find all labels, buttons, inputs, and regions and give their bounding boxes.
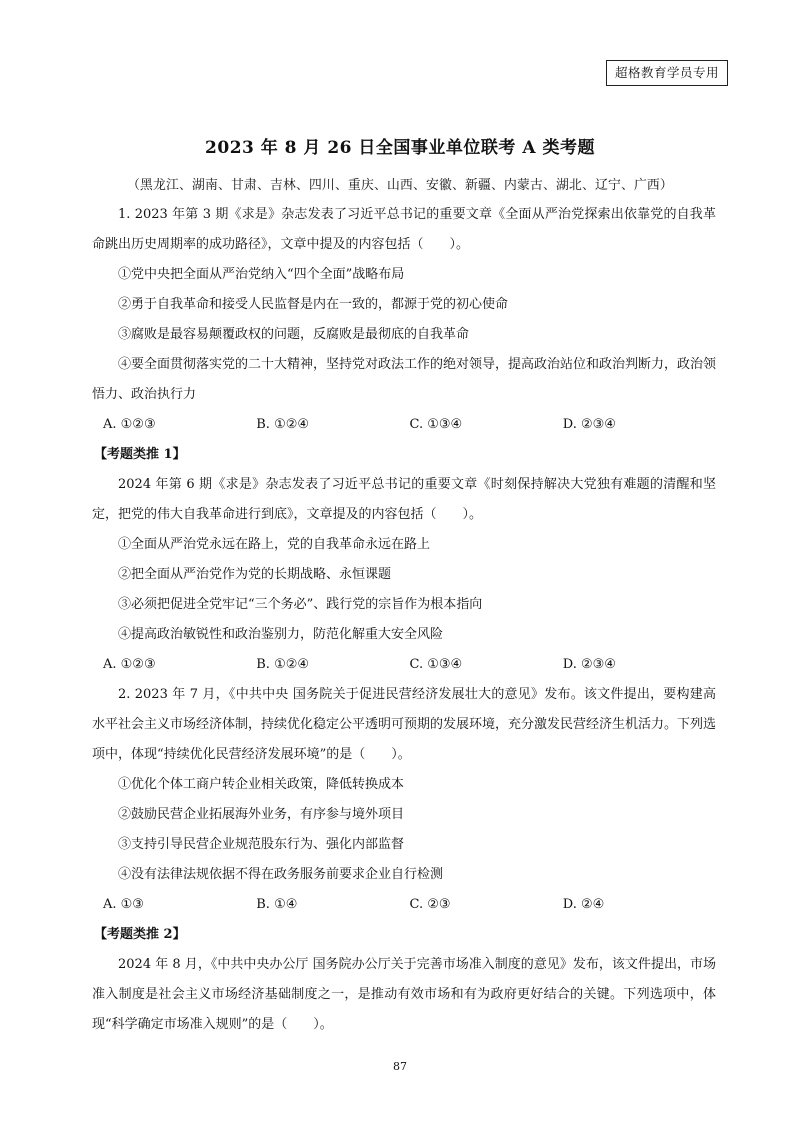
statement-option: ③腐败是最容易颠覆政权的问题，反腐败是最彻底的自我革命 xyxy=(118,327,470,342)
choice-b: B. ①④ xyxy=(256,897,298,912)
analog-question-1 xyxy=(92,440,716,680)
answer-choices xyxy=(92,890,716,920)
statement-option: ④提高政治敏锐性和政治鉴别力，防范化解重大安全风险 xyxy=(118,627,444,642)
statement-option: ④没有法律法规依据不得在政务服务前要求企业自行检测 xyxy=(118,867,444,882)
page-title: 2023 年 8 月 26 日全国事业单位联考 A 类考题 xyxy=(205,138,595,158)
statement-option: ③支持引导民营企业规范股东行为、强化内部监督 xyxy=(118,837,405,852)
section-tag: 【考题类推 1】 xyxy=(94,447,186,462)
answer-choices xyxy=(92,410,716,440)
provinces-subtitle: （黑龙江、湖南、甘肃、吉林、四川、重庆、山西、安徽、新疆、内蒙古、湖北、辽宁、广西） xyxy=(127,178,673,193)
choice-b: B. ①②④ xyxy=(256,657,310,672)
section-tag: 【考题类推 2】 xyxy=(94,927,186,942)
question-stem: 2024 年 8 月，《中共中央办公厅 国务院办公厅关于完善市场准入制度的意见》发布，该文件提出，市场准入制度是社会主义市场经济基础制度之一，是推动有效市场和有为政府更好结合的关键。下列选项中，体现“科学确定市场准入规则”的是（ ）。 xyxy=(92,957,716,1032)
question-stem: 1. 2023 年第 3 期《求是》杂志发表了习近平总书记的重要文章《全面从严治党探索出依靠党的自我革命跳出历史周期率的成功路径》，文章中提及的内容包括（ ）。 xyxy=(92,207,716,252)
choice-a: A. ①②③ xyxy=(103,417,156,432)
statement-option: ②勇于自我革命和接受人民监督是内在一致的，都源于党的初心使命 xyxy=(118,297,509,312)
question-stem: 2024 年第 6 期《求是》杂志发表了习近平总书记的重要文章《时刻保持解决大党独有难题的清醒和坚定，把党的伟大自我革命进行到底》，文章提及的内容包括（ ）。 xyxy=(92,477,716,522)
choice-c: C. ①③④ xyxy=(409,657,463,672)
choice-a: A. ①③ xyxy=(103,897,144,912)
question-content xyxy=(92,200,716,1040)
answer-choices xyxy=(92,650,716,680)
statement-option: ①优化个体工商户转企业相关政策，降低转换成本 xyxy=(118,777,405,792)
statement-option: ④要全面贯彻落实党的二十大精神，坚持党对政法工作的绝对领导，提高政治站位和政治判断力，政治领悟力、政治执行力 xyxy=(92,357,717,402)
statement-option: ③必须把促进全党牢记“三个务必”、践行党的宗旨作为根本指向 xyxy=(118,597,483,612)
choice-c: C. ①③④ xyxy=(409,417,463,432)
student-use-stamp: 超格教育学员专用 xyxy=(606,60,728,86)
choice-d: D. ②③④ xyxy=(562,417,616,432)
analog-question-2 xyxy=(92,920,716,1040)
question-1 xyxy=(92,200,716,440)
question-2 xyxy=(92,680,716,920)
choice-d: D. ②③④ xyxy=(562,657,616,672)
question-stem: 2. 2023 年 7 月，《中共中央 国务院关于促进民营经济发展壮大的意见》发布。该文件提出，要构建高水平社会主义市场经济体制，持续优化稳定公平透明可预期的发展环境，充分激发民营经济生机活力。下列选项中，体现“持续优化民营经济发展环境”的是（ ）。 xyxy=(92,687,717,762)
choice-a: A. ①②③ xyxy=(103,657,156,672)
page-number: 87 xyxy=(393,1060,407,1073)
statement-option: ①党中央把全面从严治党纳入“四个全面”战略布局 xyxy=(118,267,405,282)
choice-d: D. ②④ xyxy=(562,897,605,912)
choice-b: B. ①②④ xyxy=(256,417,310,432)
statement-option: ②鼓励民营企业拓展海外业务，有序参与境外项目 xyxy=(118,807,405,822)
statement-option: ①全面从严治党永远在路上，党的自我革命永远在路上 xyxy=(118,537,431,552)
statement-option: ②把全面从严治党作为党的长期战略、永恒课题 xyxy=(118,567,392,582)
choice-c: C. ②③ xyxy=(409,897,451,912)
